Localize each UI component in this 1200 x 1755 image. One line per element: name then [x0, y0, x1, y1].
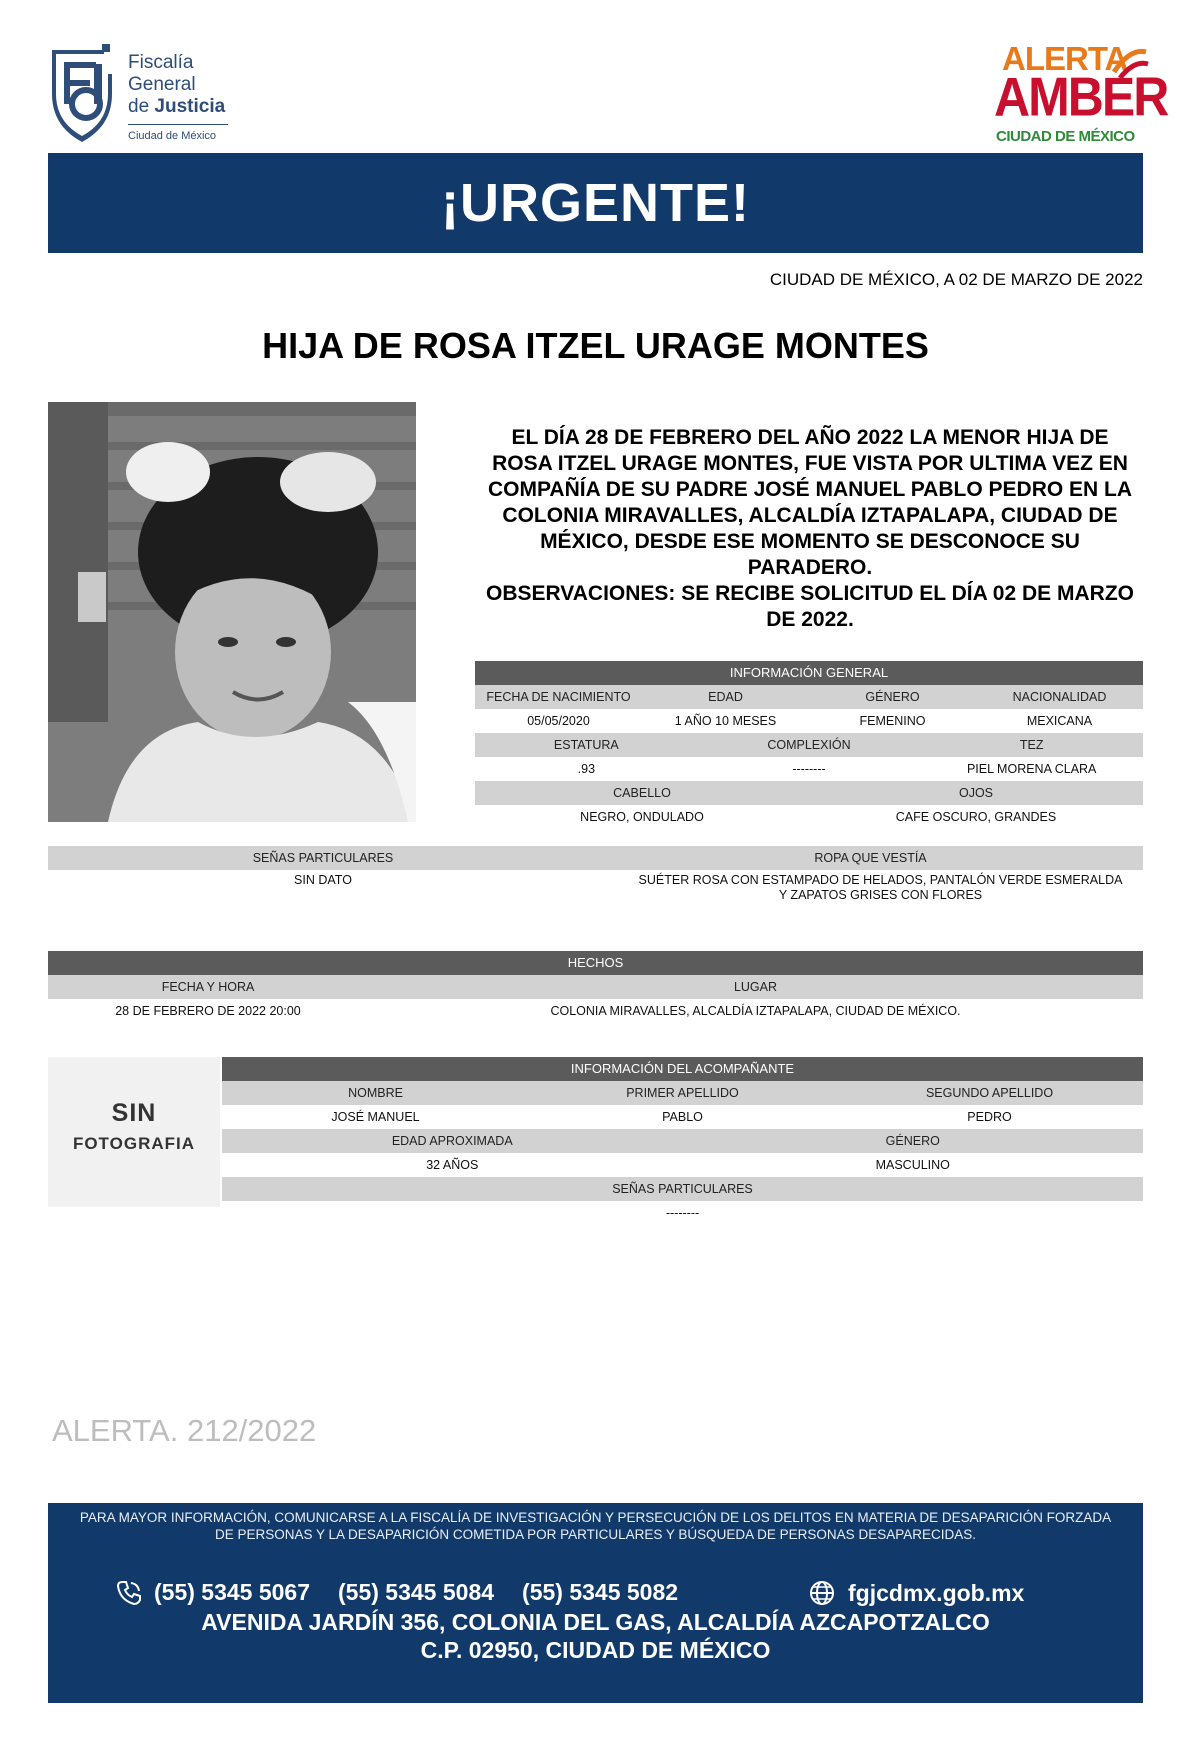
value-marks: SIN DATO: [294, 873, 352, 887]
header-gender: GÉNERO: [865, 690, 920, 704]
value-hair: NEGRO, ONDULADO: [580, 810, 704, 824]
companion-title: INFORMACIÓN DEL ACOMPAÑANTE: [222, 1057, 1143, 1081]
alert-number: ALERTA. 212/2022: [52, 1413, 317, 1448]
header-companion-marks: SEÑAS PARTICULARES: [612, 1182, 753, 1196]
header-place: LUGAR: [733, 980, 778, 994]
companion-row1-headers: [222, 1081, 1143, 1105]
value-complexion: PIEL MORENA CLARA: [966, 762, 1097, 776]
website-link[interactable]: fgjcdmx.gob.mx: [848, 1579, 1025, 1606]
header-first-name: NOMBRE: [348, 1086, 403, 1100]
general-info-row1-values: [475, 709, 1143, 733]
facts-values: [48, 999, 1143, 1023]
general-info-table: [475, 661, 1143, 829]
fgj-line1: Fiscalía: [128, 52, 194, 73]
header-build: COMPLEXIÓN: [767, 738, 851, 752]
footer-address-line1: AVENIDA JARDÍN 356, COLONIA DEL GAS, ALCALDÍA AZCAPOTZALCO: [201, 1609, 990, 1635]
contact-footer: [48, 1503, 1143, 1703]
footer-website: [808, 1579, 1024, 1607]
companion-row1-values: [222, 1105, 1143, 1129]
value-age: 1 AÑO 10 MESES: [674, 714, 777, 728]
value-place: COLONIA MIRAVALLES, ALCALDÍA IZTAPALAPA, CIUDAD DE MÉXICO.: [550, 1004, 961, 1018]
general-info-row3-headers: [475, 781, 1143, 805]
header-marks: SEÑAS PARTICULARES: [252, 851, 394, 865]
phone-number-3[interactable]: (55) 5345 5082: [522, 1579, 679, 1605]
marks-clothing-headers: [48, 846, 1143, 870]
facts-title: HECHOS: [48, 951, 1143, 975]
value-clothing: SUÉTER ROSA CON ESTAMPADO DE HELADOS, PANTALÓN VERDE ESMERALDA Y ZAPATOS GRISES CON FLORES: [638, 873, 1123, 902]
fgj-emblem-icon: [46, 44, 120, 144]
phone-number-2[interactable]: (55) 5345 5084: [338, 1579, 495, 1605]
companion-row3-value: [222, 1201, 1143, 1225]
marks-clothing-table: [48, 846, 1143, 903]
footer-address-line2: C.P. 02950, CIUDAD DE MÉXICO: [420, 1637, 771, 1663]
missing-person-name: HIJA DE ROSA ITZEL URAGE MONTES: [262, 325, 929, 366]
header-second-surname: SEGUNDO APELLIDO: [925, 1086, 1054, 1100]
general-info-title: INFORMACIÓN GENERAL: [475, 661, 1143, 685]
header-datetime: FECHA Y HORA: [161, 980, 255, 994]
portrait-image: [48, 402, 416, 822]
companion-no-photo: [48, 1057, 220, 1207]
header-height: ESTATURA: [553, 738, 619, 752]
general-info-row2-headers: [475, 733, 1143, 757]
alert-date: CIUDAD DE MÉXICO, A 02 DE MARZO DE 2022: [769, 270, 1143, 289]
fgj-logo: [46, 44, 236, 144]
value-approx-age: 32 AÑOS: [426, 1158, 479, 1172]
header-nationality: NACIONALIDAD: [1012, 690, 1107, 704]
amber-line3: CIUDAD DE MÉXICO: [996, 128, 1135, 145]
header-age: EDAD: [708, 690, 743, 704]
fgj-line3-bold: Justicia: [154, 96, 226, 117]
phone-icon: [116, 1580, 142, 1606]
marks-clothing-values: [48, 870, 1143, 903]
header-companion-gender: GÉNERO: [885, 1134, 940, 1148]
description-text: EL DÍA 28 DE FEBRERO DEL AÑO 2022 LA MENOR HIJA DE ROSA ITZEL URAGE MONTES, FUE VISTA POR ULTIMA VEZ EN COMPAÑÍA DE SU PADRE JOSÉ MANUEL PABLO PEDRO EN LA COLONIA MIRAVALLES, ALCALDÍA IZTAPALAPA, CIUDAD DE MÉXICO, DESDE ESE MOMENTO SE DESCONOCE SU PARADERO.: [487, 426, 1133, 579]
value-build: --------: [792, 762, 826, 776]
companion-table: [222, 1057, 1143, 1225]
no-photo-line2: FOTOGRAFIA: [72, 1134, 196, 1153]
header-approx-age: EDAD APROXIMADA: [391, 1134, 513, 1148]
missing-person-photo: [48, 402, 416, 822]
phone-number-1[interactable]: (55) 5345 5067: [154, 1579, 311, 1605]
value-first-name: JOSÉ MANUEL: [331, 1110, 420, 1124]
value-datetime: 28 DE FEBRERO DE 2022 20:00: [115, 1004, 301, 1018]
facts-headers: [48, 975, 1143, 999]
header-first-surname: PRIMER APELLIDO: [626, 1086, 739, 1100]
fgj-logo-text: [128, 52, 225, 118]
header-clothing: ROPA QUE VESTÍA: [814, 851, 927, 865]
header-complexion: TEZ: [1019, 738, 1044, 752]
footer-phones: [116, 1579, 706, 1606]
companion-row3-header: [222, 1177, 1143, 1201]
companion-row2-values: [222, 1153, 1143, 1177]
amber-line2: AMBER: [994, 66, 1168, 128]
companion-row2-headers: [222, 1129, 1143, 1153]
value-companion-marks: --------: [665, 1206, 700, 1220]
general-info-row2-values: [475, 757, 1143, 781]
observations-text: OBSERVACIONES: SE RECIBE SOLICITUD EL DÍA 02 DE MARZO DE 2022.: [486, 582, 1134, 631]
header-eyes: OJOS: [958, 786, 994, 800]
alerta-amber-logo: [990, 40, 1168, 150]
no-photo-line1: SIN: [111, 1099, 157, 1127]
general-info-row1-headers: [475, 685, 1143, 709]
footer-info: PARA MAYOR INFORMACIÓN, COMUNICARSE A LA FISCALÍA DE INVESTIGACIÓN Y PERSECUCIÓN DE LOS DELITOS EN MATERIA DE DESAPARICIÓN FORZADA DE PERSONAS Y LA DESAPARICIÓN COMETIDA POR PARTICULARES Y BÚSQUEDA DE PERSONAS DESAPARECIDAS.: [79, 1510, 1112, 1542]
case-description: [480, 425, 1140, 633]
general-info-row3-values: [475, 805, 1143, 829]
globe-icon: [808, 1579, 836, 1607]
value-companion-gender: MASCULINO: [875, 1158, 950, 1172]
urgent-banner: ¡URGENTE!: [48, 153, 1143, 253]
header-hair: CABELLO: [613, 786, 671, 800]
fgj-city: Ciudad de México: [128, 130, 217, 142]
value-height: .93: [577, 762, 596, 776]
value-birthdate: 05/05/2020: [527, 714, 590, 728]
value-second-surname: PEDRO: [967, 1110, 1012, 1124]
fgj-divider: [128, 124, 228, 125]
value-gender: FEMENINO: [859, 714, 926, 728]
fgj-line3-prefix: de: [128, 96, 150, 117]
facts-table: [48, 951, 1143, 1023]
amber-line1: ALERTA: [1002, 40, 1128, 77]
value-first-surname: PABLO: [662, 1110, 703, 1124]
fgj-line2: General: [128, 74, 196, 95]
header-birthdate: FECHA DE NACIMIENTO: [486, 690, 631, 704]
value-nationality: MEXICANA: [1026, 714, 1093, 728]
value-eyes: CAFE OSCURO, GRANDES: [895, 810, 1057, 824]
